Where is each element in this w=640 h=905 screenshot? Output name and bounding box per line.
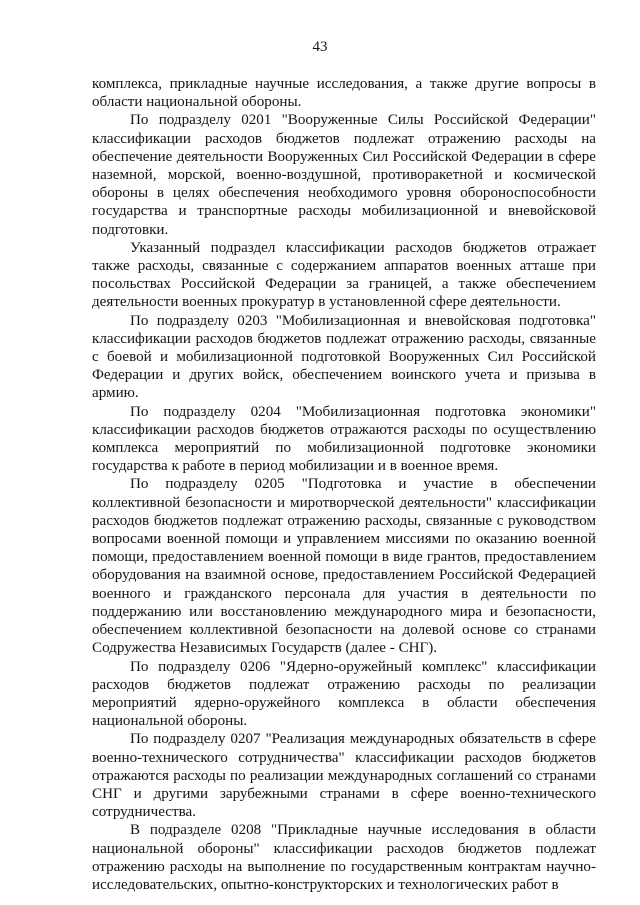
paragraph-0207: По подразделу 0207 "Реализация международных обязательств в сфере военно-технического сотрудничества" классификации расходов бюджетов отражаются расходы по реализации международных соглашений со странами СНГ и другими зарубежными странами в сфере военно-технического сотрудничества. bbox=[92, 731, 596, 821]
paragraph-0208: В подразделе 0208 "Прикладные научные исследования в области национальной обороны" классификации расходов бюджетов подлежат отражению расходы на выполнение по государственным контрактам научно-исследовательских, опытно-конструкторских и технологических работ в bbox=[92, 822, 596, 893]
page-number: 43 bbox=[312, 39, 328, 55]
paragraph-0205: По подразделу 0205 "Подготовка и участие в обеспечении коллективной безопасности и миротворческой деятельности" классификации расходов бюджетов подлежат отражению расходы, связанные с руководством вопросами военной помощи и управлением миссиями по оказанию военной помощи, предоставлением военной помощи в виде грантов, предоставлением оборудования на взаимной основе, предоставлением Российской Федерацией военного и гражданского персонала для участия в деятельности по поддержанию или восстановлению международного мира и безопасности, обеспечением коллективной безопасности на долевой основе со странами Содружества Независимых Государств (далее - СНГ). bbox=[92, 476, 596, 657]
paragraph-continuation: комплекса, прикладные научные исследования, а также другие вопросы в области национальной обороны. bbox=[92, 76, 596, 111]
paragraph-0206: По подразделу 0206 "Ядерно-оружейный комплекс" классификации расходов бюджетов подлежат отражению расходы по реализации мероприятий ядерно-оружейного комплекса в области обеспечения национальной обороны. bbox=[92, 658, 596, 730]
document-body bbox=[92, 75, 596, 894]
paragraph-0204: По подразделу 0204 "Мобилизационная подготовка экономики" классификации расходов бюджетов отражаются расходы по осуществлению комплекса мероприятий по мобилизационной подготовке экономики государства к работе в период мобилизации и в военное время. bbox=[92, 403, 596, 475]
paragraph-0201-extension: Указанный подраздел классификации расходов бюджетов отражает также расходы, связанные с содержанием аппаратов военных атташе при посольствах Российской Федерации за границей, а также обеспечением деятельности военных прокуратур в установленной сфере деятельности. bbox=[92, 239, 596, 311]
paragraph-0201: По подразделу 0201 "Вооруженные Силы Российской Федерации" классификации расходов бюджетов подлежат отражению расходы на обеспечение деятельности Вооруженных Сил Российской Федерации в сфере наземной, морской, военно-воздушной, противоракетной и космической обороны в целях обеспечения необходимого уровня обороноспособности государства и транспортные расходы мобилизационной и вневойсковой подготовки. bbox=[92, 112, 596, 238]
paragraph-0203: По подразделу 0203 "Мобилизационная и вневойсковая подготовка" классификации расходов бюджетов подлежат отражению расходы, связанные с боевой и мобилизационной подготовкой Вооруженных Сил Российской Федерации и других войск, обеспечением воинского учета и призыва в армию. bbox=[92, 312, 596, 402]
